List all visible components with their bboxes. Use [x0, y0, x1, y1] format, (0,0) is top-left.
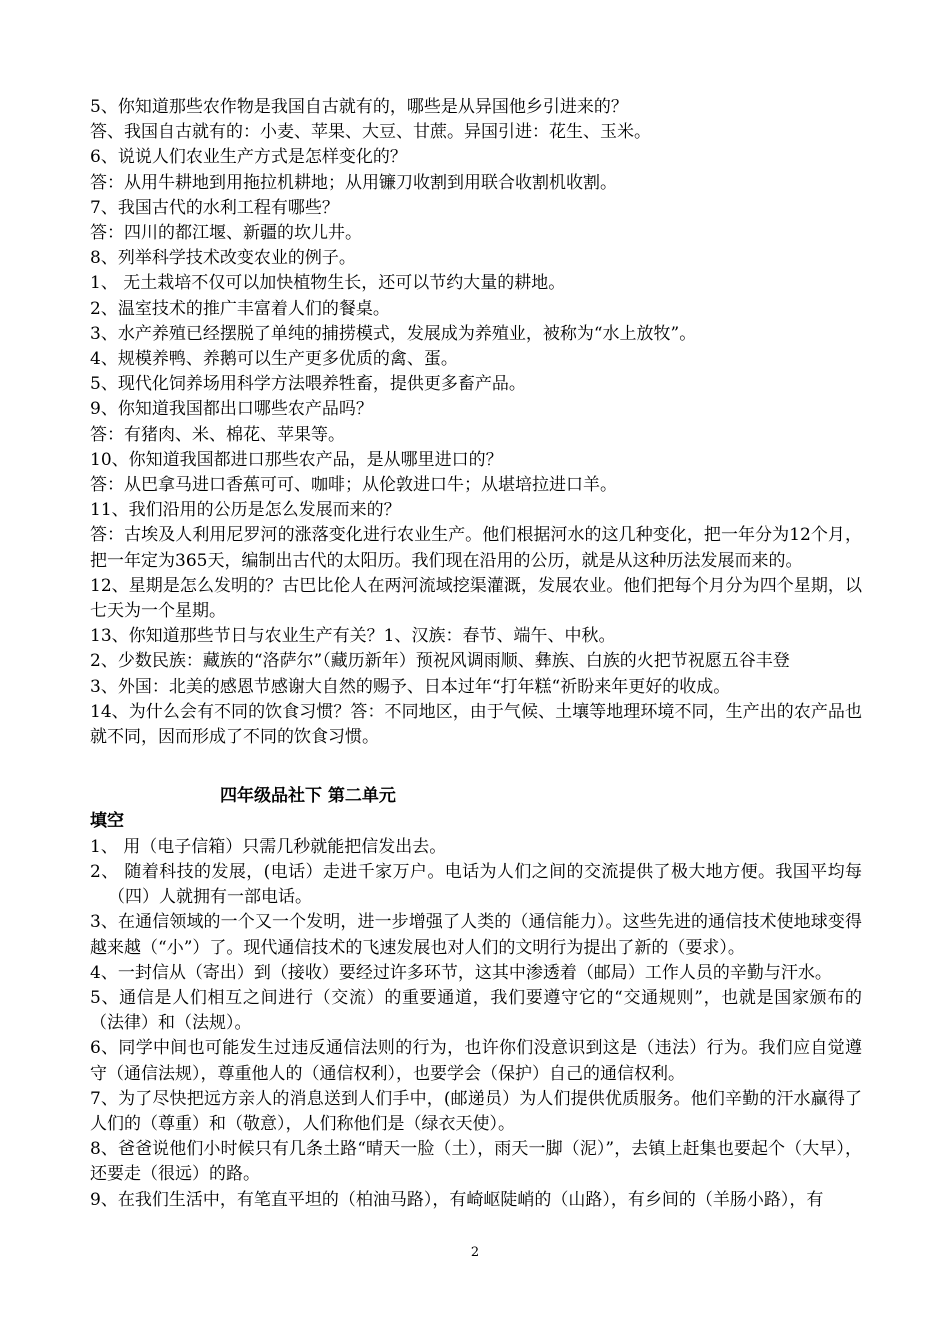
fill-item: 7、为了尽快把远方亲人的消息送到人们手中，(邮递员）为人们提供优质服务。他们辛勤的汗水赢得了人们的（尊重）和（敬意），人们称他们是（绿衣天使）。 — [90, 1088, 862, 1134]
fill-item: 9、在我们生活中，有笔直平坦的（柏油马路），有崎岖陡峭的（山路），有乡间的（羊肠小路），有 — [90, 1189, 824, 1210]
text-line: 答：从巴拿马进口香蕉可可、咖啡；从伦敦进口牛；从堪培拉进口羊。 — [90, 475, 617, 496]
text-line: 答：有猪肉、米、棉花、苹果等。 — [90, 424, 345, 445]
text-line: 答：四川的都江堰、新疆的坎儿井。 — [90, 223, 362, 244]
fill-item: 1、 用（电子信箱）只需几秒就能把信发出去。 — [90, 836, 447, 857]
fill-item: 8、爸爸说他们小时候只有几条土路“晴天一脸（土），雨天一脚（泥）”，去镇上赶集也要起个（大早），还要走（很远）的路。 — [90, 1139, 862, 1185]
page-number: 2 — [470, 1245, 480, 1260]
text-line: 10、你知道我国都进口那些农产品，是从哪里进口的？ — [90, 449, 503, 470]
text-line: 14、为什么会有不同的饮食习惯？答：不同地区，由于气候、土壤等地理环境不同，生产出的农产品也就不同，因而形成了不同的饮食习惯。 — [90, 701, 862, 748]
subsection-title: 填空 — [90, 811, 124, 832]
fill-item: 5、通信是人们相互之间进行（交流）的重要通道，我们要遵守它的“交通规则”，也就是国家颁布的（法律）和（法规）。 — [90, 987, 862, 1034]
text-line: 12、星期是怎么发明的？古巴比伦人在两河流域挖渠灌溉，发展农业。他们把每个月分为四个星期，以七天为一个星期。 — [90, 575, 862, 622]
text-line: 5、现代化饲养场用科学方法喂养牲畜，提供更多畜产品。 — [90, 374, 526, 395]
page-content — [90, 95, 862, 1213]
section-spacer — [90, 750, 862, 780]
text-line: 7、我国古代的水利工程有哪些？ — [90, 197, 339, 218]
fill-item: 3、在通信领域的一个又一个发明，进一步增强了人类的（通信能力）。这些先进的通信技术使地球变得越来越（“小”）了。现代通信技术的飞速发展也对人们的文明行为提出了新的（要求）。 — [90, 912, 862, 958]
text-line: 6、说说人们农业生产方式是怎样变化的？ — [90, 147, 407, 168]
fill-item: 2、 随着科技的发展，(电话）走进千家万户。电话为人们之间的交流提供了极大地方便。我国平均每（四）人就拥有一部电话。 — [90, 861, 862, 908]
text-line: 2、温室技术的推广丰富着人们的餐桌。 — [90, 298, 390, 319]
text-line: 答、我国自古就有的：小麦、苹果、大豆、甘蔗。异国引进：花生、玉米。 — [90, 122, 651, 143]
fill-item: 6、同学中间也可能发生过违反通信法则的行为，也许你们没意识到这是（违法）行为。我们应自觉遵守（通信法规），尊重他人的（通信权利），也要学会（保护）自己的通信权利。 — [90, 1038, 862, 1084]
text-line: 答：古埃及人利用尼罗河的涨落变化进行农业生产。他们根据河水的这几种变化，把一年分为12个月，把一年定为365天，编制出古代的太阳历。我们现在沿用的公历，就是从这种历法发展而来的。 — [90, 525, 862, 571]
text-line: 9、你知道我国都出口哪些农产品吗？ — [90, 399, 373, 420]
text-line: 5、你知道那些农作物是我国自古就有的，哪些是从异国他乡引进来的？ — [90, 97, 628, 117]
text-line: 3、外国：北美的感恩节感谢大自然的赐予、日本过年“打年糕“祈盼来年更好的收成。 — [90, 676, 731, 697]
text-line: 13、你知道那些节日与农业生产有关？1、汉族：春节、端午、中秋。 — [90, 626, 616, 647]
text-line: 4、规模养鸭、养鹅可以生产更多优质的禽、蛋。 — [90, 349, 458, 370]
section-title: 四年级品社下 第二单元 — [220, 786, 396, 807]
text-line: 11、我们沿用的公历是怎么发展而来的？ — [90, 500, 401, 521]
text-line: 2、少数民族：藏族的“洛萨尔”（藏历新年）预祝风调雨顺、彝族、白族的火把节祝愿五谷丰登 — [90, 651, 790, 672]
text-line: 3、水产养殖已经摆脱了单纯的捕捞模式，发展成为养殖业，被称为“水上放牧”。 — [90, 323, 697, 344]
text-line: 8、列举科学技术改变农业的例子。 — [90, 248, 356, 269]
fill-item: 4、一封信从（寄出）到（接收）要经过许多环节，这其中渗透着（邮局）工作人员的辛勤与汗水。 — [90, 962, 832, 983]
text-line: 1、 无土栽培不仅可以加快植物生长，还可以节约大量的耕地。 — [90, 273, 566, 294]
text-line: 答：从用牛耕地到用拖拉机耕地；从用镰刀收割到用联合收割机收割。 — [90, 172, 617, 193]
